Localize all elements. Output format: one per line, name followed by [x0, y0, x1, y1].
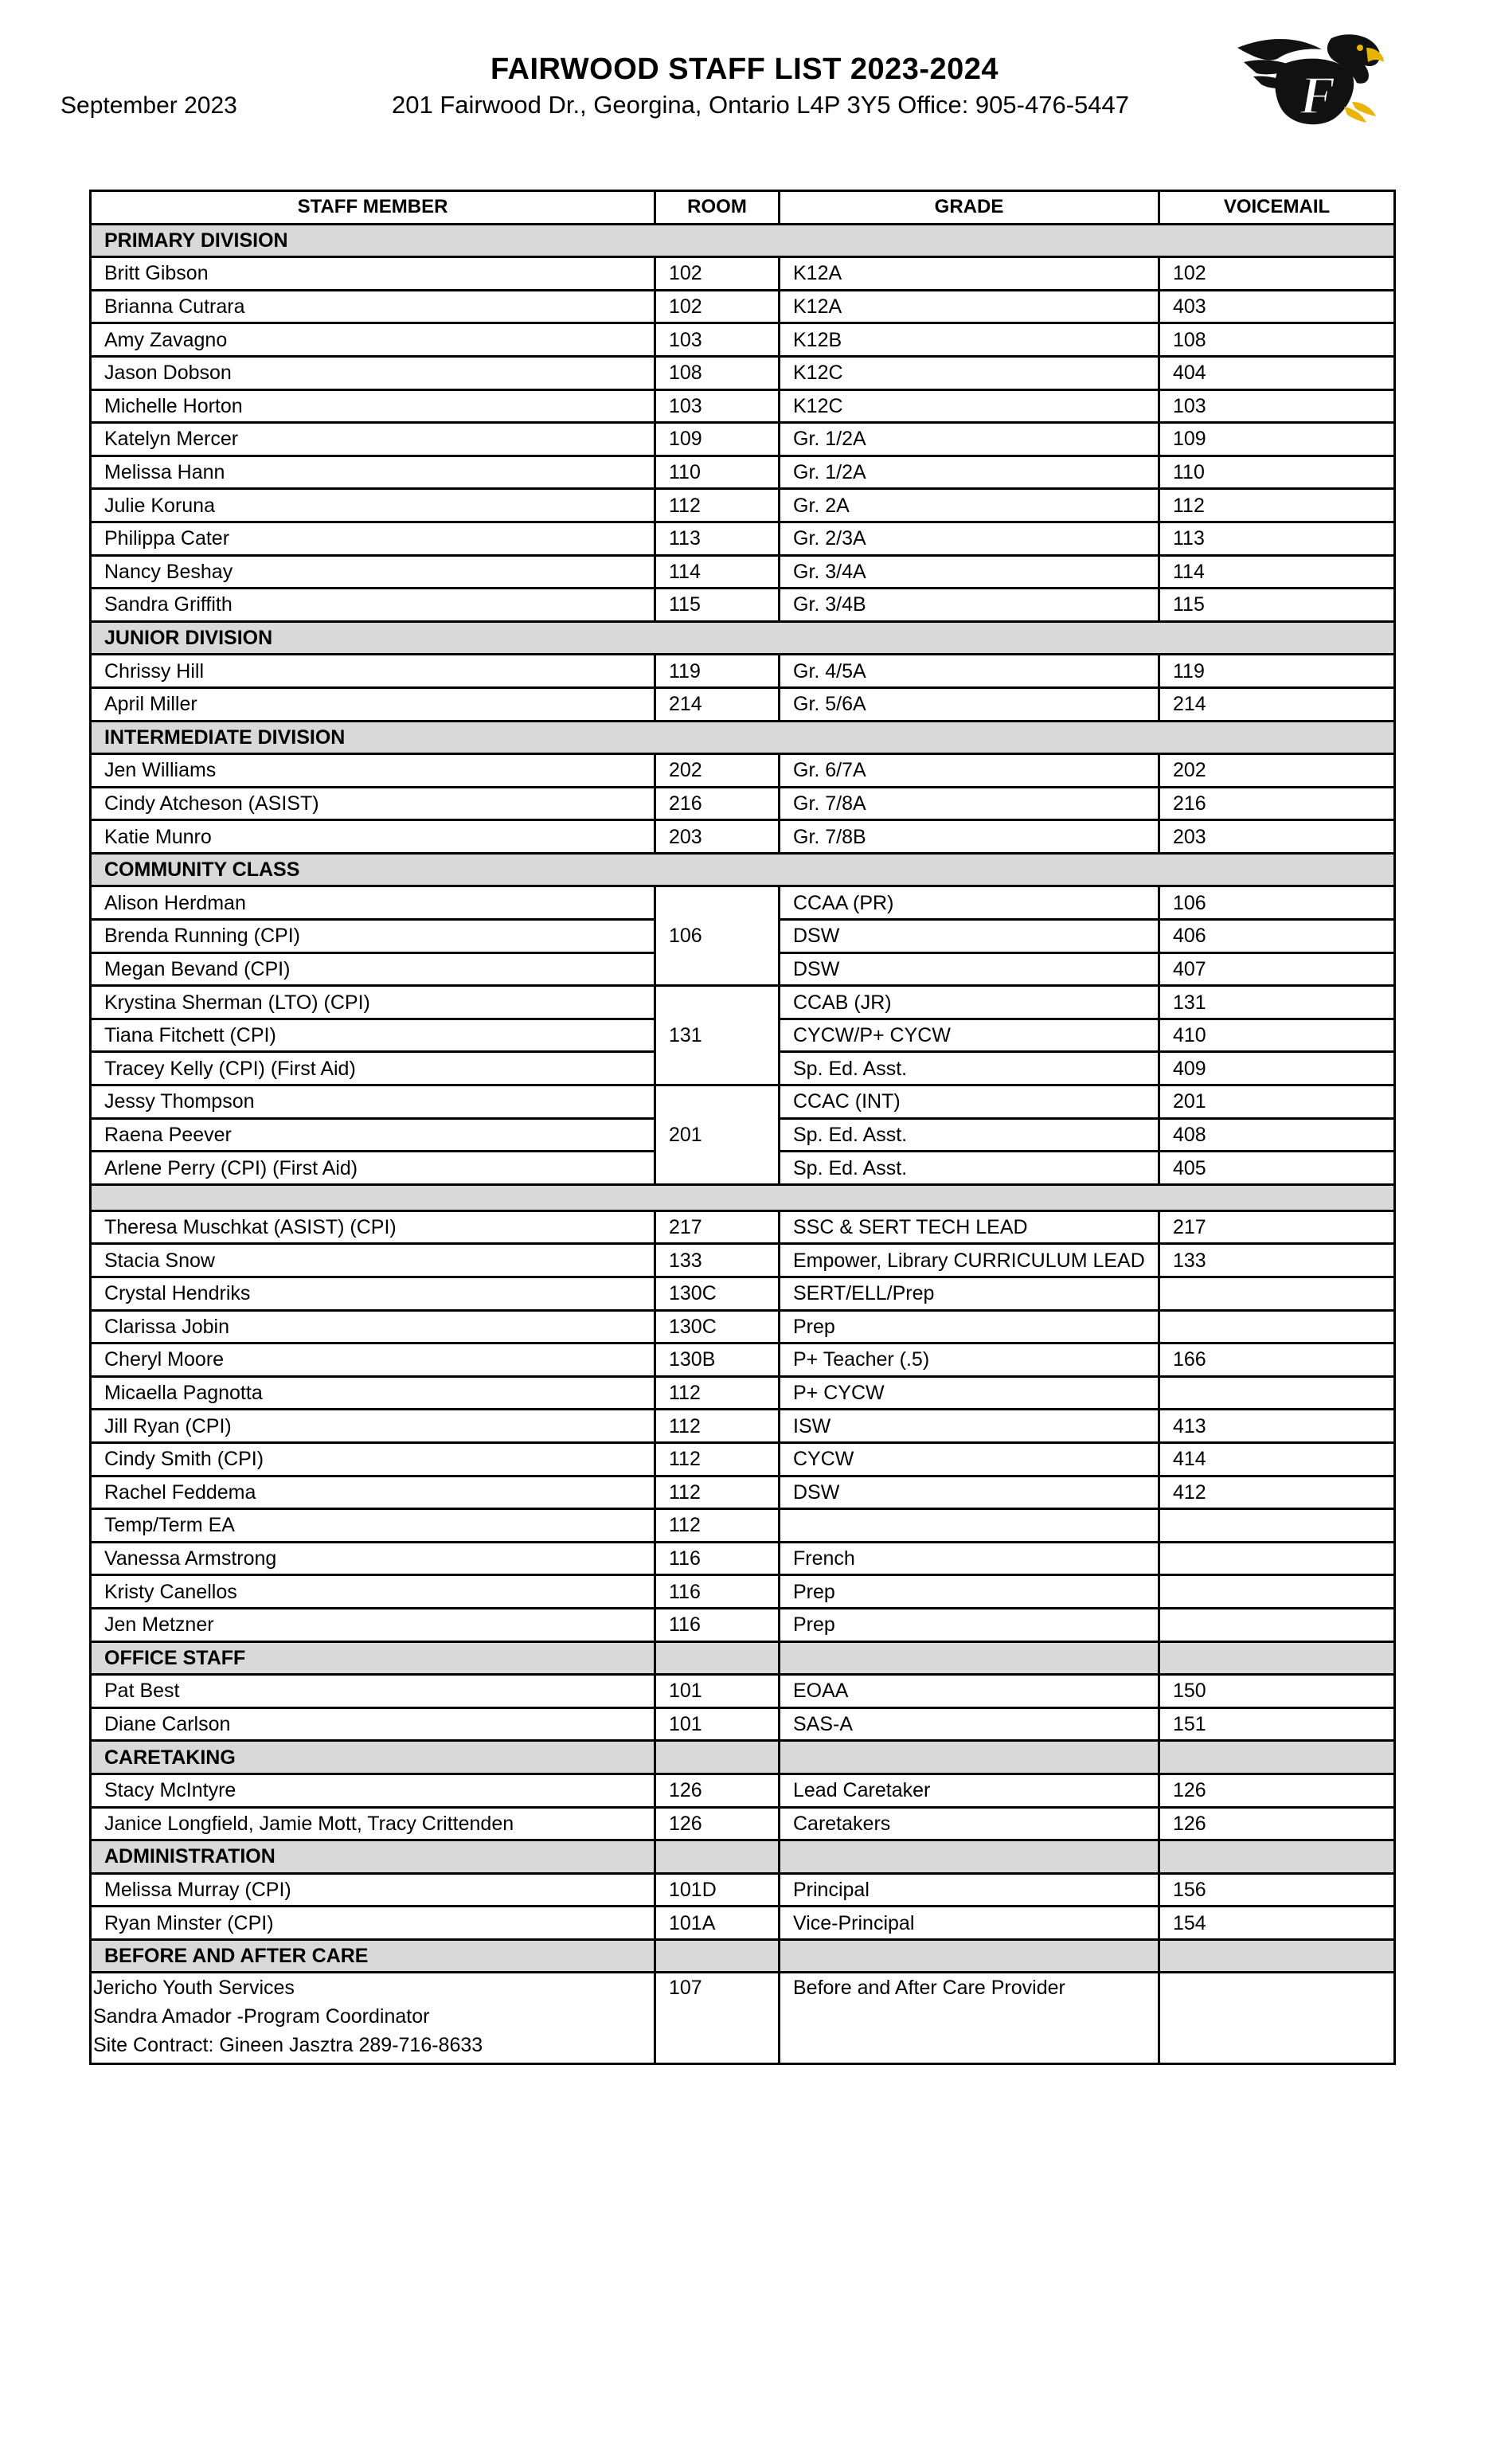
- table-row: [91, 1608, 1395, 1641]
- table-row: [91, 986, 1395, 1019]
- section-cell-empty: [780, 1641, 1159, 1675]
- voicemail-cell: 150: [1159, 1675, 1395, 1708]
- voicemail-cell: 412: [1159, 1476, 1395, 1509]
- voicemail-cell: 410: [1159, 1019, 1395, 1052]
- table-row: [91, 820, 1395, 854]
- staff-member-cell: Julie Koruna: [91, 489, 655, 522]
- voicemail-cell: 202: [1159, 754, 1395, 788]
- staff-member-cell: Brenda Running (CPI): [91, 920, 655, 953]
- grade-cell: Gr. 3/4A: [780, 555, 1159, 589]
- room-cell: 107: [655, 1973, 780, 2064]
- staff-member-cell: Britt Gibson: [91, 257, 655, 291]
- table-row: [91, 423, 1395, 456]
- staff-member-cell: Stacy McIntyre: [91, 1774, 655, 1807]
- grade-cell: CYCW: [780, 1442, 1159, 1476]
- section-cell-empty: [655, 1641, 780, 1675]
- voicemail-cell: 216: [1159, 787, 1395, 820]
- room-cell: 109: [655, 423, 780, 456]
- voicemail-cell: 217: [1159, 1210, 1395, 1244]
- voicemail-cell: 408: [1159, 1118, 1395, 1152]
- voicemail-cell: 108: [1159, 323, 1395, 357]
- grade-cell: Prep: [780, 1310, 1159, 1343]
- staff-member-cell: Alison Herdman: [91, 886, 655, 920]
- grade-cell: Prep: [780, 1575, 1159, 1609]
- staff-member-cell: Tracey Kelly (CPI) (First Aid): [91, 1052, 655, 1085]
- voicemail-cell: 154: [1159, 1907, 1395, 1940]
- table-row: [91, 1277, 1395, 1311]
- room-cell: 101: [655, 1707, 780, 1741]
- staff-member-cell: Arlene Perry (CPI) (First Aid): [91, 1152, 655, 1185]
- header-voicemail: VOICEMAIL: [1159, 191, 1395, 225]
- room-cell: 112: [655, 489, 780, 522]
- voicemail-cell: [1159, 1575, 1395, 1609]
- room-cell: 112: [655, 1476, 780, 1509]
- staff-table: [89, 190, 1396, 2065]
- staff-member-cell: Stacia Snow: [91, 1244, 655, 1277]
- room-cell: 126: [655, 1774, 780, 1807]
- voicemail-cell: 166: [1159, 1343, 1395, 1377]
- room-cell: 131: [655, 986, 780, 1085]
- room-cell: 114: [655, 555, 780, 589]
- blank-cell: [91, 1184, 1395, 1210]
- grade-cell: K12B: [780, 323, 1159, 357]
- table-row: [91, 1376, 1395, 1410]
- room-cell: 216: [655, 787, 780, 820]
- section-cell-empty: [655, 1840, 780, 1874]
- staff-member-cell: Rachel Feddema: [91, 1476, 655, 1509]
- grade-cell: CCAC (INT): [780, 1085, 1159, 1119]
- table-row: [91, 456, 1395, 489]
- voicemail-cell: 106: [1159, 886, 1395, 920]
- table-row: [91, 1774, 1395, 1807]
- voicemail-cell: 201: [1159, 1085, 1395, 1119]
- section-header-row: [91, 1840, 1395, 1874]
- voicemail-cell: [1159, 1310, 1395, 1343]
- table-row: [91, 1310, 1395, 1343]
- voicemail-cell: [1159, 1542, 1395, 1575]
- section-cell-empty: [1159, 1939, 1395, 1973]
- grade-cell: ISW: [780, 1410, 1159, 1443]
- grade-cell: Gr. 7/8B: [780, 820, 1159, 854]
- room-cell: 203: [655, 820, 780, 854]
- grade-cell: DSW: [780, 920, 1159, 953]
- grade-cell: P+ Teacher (.5): [780, 1343, 1159, 1377]
- staff-member-cell: Crystal Hendriks: [91, 1277, 655, 1311]
- table-row: [91, 655, 1395, 688]
- staff-member-cell: Philippa Cater: [91, 522, 655, 555]
- table-row: [91, 1509, 1395, 1543]
- room-cell: 101A: [655, 1907, 780, 1940]
- grade-cell: Sp. Ed. Asst.: [780, 1152, 1159, 1185]
- staff-member-cell: Melissa Hann: [91, 456, 655, 489]
- voicemail-cell: 133: [1159, 1244, 1395, 1277]
- grade-cell: French: [780, 1542, 1159, 1575]
- voicemail-cell: 131: [1159, 986, 1395, 1019]
- voicemail-cell: 407: [1159, 952, 1395, 986]
- staff-member-cell: Cindy Atcheson (ASIST): [91, 787, 655, 820]
- section-cell-empty: [1159, 1741, 1395, 1774]
- room-cell: 113: [655, 522, 780, 555]
- room-cell: 106: [655, 886, 780, 986]
- grade-cell: Gr. 6/7A: [780, 754, 1159, 788]
- room-cell: 112: [655, 1376, 780, 1410]
- voicemail-cell: 119: [1159, 655, 1395, 688]
- section-header-row: [91, 1741, 1395, 1774]
- grade-cell: Sp. Ed. Asst.: [780, 1118, 1159, 1152]
- voicemail-cell: 103: [1159, 389, 1395, 423]
- staff-member-cell: Janice Longfield, Jamie Mott, Tracy Crittenden: [91, 1807, 655, 1840]
- grade-cell: K12A: [780, 257, 1159, 291]
- staff-member-cell: Cindy Smith (CPI): [91, 1442, 655, 1476]
- room-cell: 103: [655, 389, 780, 423]
- section-title: CARETAKING: [91, 1741, 655, 1774]
- header-staff-member: STAFF MEMBER: [91, 191, 655, 225]
- staff-member-cell: Brianna Cutrara: [91, 290, 655, 323]
- grade-cell: Caretakers: [780, 1807, 1159, 1840]
- section-cell-empty: [1159, 1641, 1395, 1675]
- voicemail-cell: 109: [1159, 423, 1395, 456]
- section-cell-empty: [655, 1741, 780, 1774]
- staff-member-cell: Sandra Griffith: [91, 589, 655, 622]
- header-grade: GRADE: [780, 191, 1159, 225]
- grade-cell: Lead Caretaker: [780, 1774, 1159, 1807]
- table-row: [91, 522, 1395, 555]
- table-header-row: [91, 191, 1395, 225]
- section-cell-empty: [780, 1939, 1159, 1973]
- grade-cell: Before and After Care Provider: [780, 1973, 1159, 2064]
- staff-table-body: [91, 224, 1395, 2064]
- table-row: [91, 290, 1395, 323]
- room-cell: 202: [655, 754, 780, 788]
- section-header-row: [91, 621, 1395, 655]
- section-title: BEFORE AND AFTER CARE: [91, 1939, 655, 1973]
- room-cell: 102: [655, 290, 780, 323]
- voicemail-cell: 203: [1159, 820, 1395, 854]
- section-header-row: [91, 1939, 1395, 1973]
- staff-member-cell: Katelyn Mercer: [91, 423, 655, 456]
- room-cell: 116: [655, 1575, 780, 1609]
- voicemail-cell: 112: [1159, 489, 1395, 522]
- staff-member-line: Sandra Amador -Program Coordinator: [93, 2005, 430, 2028]
- grade-cell: [780, 1509, 1159, 1543]
- room-cell: 110: [655, 456, 780, 489]
- room-cell: 201: [655, 1085, 780, 1185]
- staff-member-cell: Amy Zavagno: [91, 323, 655, 357]
- staff-member-cell: Melissa Murray (CPI): [91, 1873, 655, 1907]
- grade-cell: Gr. 1/2A: [780, 456, 1159, 489]
- grade-cell: EOAA: [780, 1675, 1159, 1708]
- voicemail-cell: 102: [1159, 257, 1395, 291]
- voicemail-cell: [1159, 1376, 1395, 1410]
- grade-cell: Principal: [780, 1873, 1159, 1907]
- table-row: [91, 389, 1395, 423]
- voicemail-cell: 403: [1159, 290, 1395, 323]
- grade-cell: K12A: [780, 290, 1159, 323]
- table-row: [91, 555, 1395, 589]
- room-cell: 214: [655, 687, 780, 721]
- section-title: PRIMARY DIVISION: [91, 224, 1395, 257]
- room-cell: 101D: [655, 1873, 780, 1907]
- voicemail-cell: [1159, 1277, 1395, 1311]
- table-row: [91, 589, 1395, 622]
- voicemail-cell: 114: [1159, 555, 1395, 589]
- grade-cell: Empower, Library CURRICULUM LEAD: [780, 1244, 1159, 1277]
- voicemail-cell: 115: [1159, 589, 1395, 622]
- table-row: [91, 489, 1395, 522]
- section-title: JUNIOR DIVISION: [91, 621, 1395, 655]
- voicemail-cell: 156: [1159, 1873, 1395, 1907]
- section-cell-empty: [1159, 1840, 1395, 1874]
- staff-member-cell: Ryan Minster (CPI): [91, 1907, 655, 1940]
- room-cell: 108: [655, 356, 780, 389]
- staff-member-cell: Raena Peever: [91, 1118, 655, 1152]
- staff-member-cell: Pat Best: [91, 1675, 655, 1708]
- section-header-row: [91, 853, 1395, 886]
- staff-member-cell: Jen Metzner: [91, 1608, 655, 1641]
- grade-cell: Gr. 1/2A: [780, 423, 1159, 456]
- grade-cell: Prep: [780, 1608, 1159, 1641]
- room-cell: 130C: [655, 1310, 780, 1343]
- staff-member-cell: Diane Carlson: [91, 1707, 655, 1741]
- room-cell: 126: [655, 1807, 780, 1840]
- table-row: [91, 754, 1395, 788]
- section-header-row: [91, 1641, 1395, 1675]
- staff-member-cell: Jen Williams: [91, 754, 655, 788]
- voicemail-cell: 413: [1159, 1410, 1395, 1443]
- table-row: [91, 1542, 1395, 1575]
- staff-member-cell: Kristy Canellos: [91, 1575, 655, 1609]
- room-cell: 217: [655, 1210, 780, 1244]
- table-row: [91, 1575, 1395, 1609]
- voicemail-cell: 406: [1159, 920, 1395, 953]
- section-header-row: [91, 224, 1395, 257]
- staff-member-cell: Micaella Pagnotta: [91, 1376, 655, 1410]
- staff-member-cell: Michelle Horton: [91, 389, 655, 423]
- section-cell-empty: [780, 1840, 1159, 1874]
- staff-member-cell: Theresa Muschkat (ASIST) (CPI): [91, 1210, 655, 1244]
- grade-cell: SAS-A: [780, 1707, 1159, 1741]
- staff-member-cell: Temp/Term EA: [91, 1509, 655, 1543]
- room-cell: 133: [655, 1244, 780, 1277]
- voicemail-cell: 214: [1159, 687, 1395, 721]
- table-row: [91, 1244, 1395, 1277]
- grade-cell: Gr. 2/3A: [780, 522, 1159, 555]
- grade-cell: DSW: [780, 952, 1159, 986]
- logo-letter: F: [1299, 65, 1336, 125]
- staff-member-cell: Chrissy Hill: [91, 655, 655, 688]
- grade-cell: Gr. 2A: [780, 489, 1159, 522]
- voicemail-cell: 404: [1159, 356, 1395, 389]
- section-cell-empty: [655, 1939, 780, 1973]
- school-address: 201 Fairwood Dr., Georgina, Ontario L4P 3Y5 Office: 905-476-5447: [392, 91, 1129, 119]
- grade-cell: CCAB (JR): [780, 986, 1159, 1019]
- room-cell: 119: [655, 655, 780, 688]
- staff-member-cell: [91, 1973, 655, 2064]
- grade-cell: CYCW/P+ CYCW: [780, 1019, 1159, 1052]
- room-cell: 130B: [655, 1343, 780, 1377]
- grade-cell: DSW: [780, 1476, 1159, 1509]
- grade-cell: P+ CYCW: [780, 1376, 1159, 1410]
- grade-cell: Vice-Principal: [780, 1907, 1159, 1940]
- staff-member-cell: Tiana Fitchett (CPI): [91, 1019, 655, 1052]
- room-cell: 103: [655, 323, 780, 357]
- table-row: [91, 1707, 1395, 1741]
- staff-member-cell: Cheryl Moore: [91, 1343, 655, 1377]
- grade-cell: Gr. 4/5A: [780, 655, 1159, 688]
- table-row: [91, 1675, 1395, 1708]
- voicemail-cell: 113: [1159, 522, 1395, 555]
- voicemail-cell: 414: [1159, 1442, 1395, 1476]
- staff-member-cell: Jessy Thompson: [91, 1085, 655, 1119]
- table-row: [91, 1085, 1395, 1119]
- staff-member-cell: Katie Munro: [91, 820, 655, 854]
- voicemail-cell: 409: [1159, 1052, 1395, 1085]
- table-row: [91, 787, 1395, 820]
- page-title: FAIRWOOD STAFF LIST 2023-2024: [490, 53, 999, 86]
- section-title: OFFICE STAFF: [91, 1641, 655, 1675]
- table-row: [91, 257, 1395, 291]
- table-row: [91, 1907, 1395, 1940]
- staff-member-cell: Jill Ryan (CPI): [91, 1410, 655, 1443]
- grade-cell: K12C: [780, 389, 1159, 423]
- room-cell: 116: [655, 1542, 780, 1575]
- eagle-logo-icon: [1233, 30, 1389, 131]
- section-cell-empty: [780, 1741, 1159, 1774]
- table-row: [91, 886, 1395, 920]
- grade-cell: Gr. 3/4B: [780, 589, 1159, 622]
- staff-member-line: Site Contract: Gineen Jasztra 289-716-8633: [93, 2034, 483, 2057]
- table-row: [91, 1873, 1395, 1907]
- blank-divider-row: [91, 1184, 1395, 1210]
- room-cell: 101: [655, 1675, 780, 1708]
- table-row: [91, 1210, 1395, 1244]
- grade-cell: Gr. 7/8A: [780, 787, 1159, 820]
- staff-member-cell: Clarissa Jobin: [91, 1310, 655, 1343]
- voicemail-cell: 126: [1159, 1807, 1395, 1840]
- section-title: ADMINISTRATION: [91, 1840, 655, 1874]
- staff-member-cell: Nancy Beshay: [91, 555, 655, 589]
- voicemail-cell: 110: [1159, 456, 1395, 489]
- staff-member-cell: Megan Bevand (CPI): [91, 952, 655, 986]
- staff-member-cell: Vanessa Armstrong: [91, 1542, 655, 1575]
- header-room: ROOM: [655, 191, 780, 225]
- voicemail-cell: 126: [1159, 1774, 1395, 1807]
- table-row: [91, 1442, 1395, 1476]
- table-row: [91, 356, 1395, 389]
- section-title: INTERMEDIATE DIVISION: [91, 721, 1395, 754]
- table-row: [91, 1807, 1395, 1840]
- room-cell: 130C: [655, 1277, 780, 1311]
- voicemail-cell: [1159, 1509, 1395, 1543]
- table-row: [91, 1343, 1395, 1377]
- list-date: September 2023: [61, 92, 237, 119]
- room-cell: 115: [655, 589, 780, 622]
- grade-cell: Gr. 5/6A: [780, 687, 1159, 721]
- table-row: [91, 687, 1395, 721]
- grade-cell: K12C: [780, 356, 1159, 389]
- staff-member-cell: Krystina Sherman (LTO) (CPI): [91, 986, 655, 1019]
- table-row: [91, 323, 1395, 357]
- voicemail-cell: [1159, 1973, 1395, 2064]
- voicemail-cell: 151: [1159, 1707, 1395, 1741]
- room-cell: 116: [655, 1608, 780, 1641]
- grade-cell: CCAA (PR): [780, 886, 1159, 920]
- staff-member-cell: April Miller: [91, 687, 655, 721]
- voicemail-cell: 405: [1159, 1152, 1395, 1185]
- table-row: [91, 1973, 1395, 2064]
- staff-member-cell: Jason Dobson: [91, 356, 655, 389]
- section-header-row: [91, 721, 1395, 754]
- staff-member-line: Jericho Youth Services: [93, 1977, 295, 2000]
- room-cell: 112: [655, 1410, 780, 1443]
- table-row: [91, 1410, 1395, 1443]
- grade-cell: SSC & SERT TECH LEAD: [780, 1210, 1159, 1244]
- section-title: COMMUNITY CLASS: [91, 853, 1395, 886]
- room-cell: 112: [655, 1442, 780, 1476]
- voicemail-cell: [1159, 1608, 1395, 1641]
- grade-cell: Sp. Ed. Asst.: [780, 1052, 1159, 1085]
- grade-cell: SERT/ELL/Prep: [780, 1277, 1159, 1311]
- room-cell: 112: [655, 1509, 780, 1543]
- room-cell: 102: [655, 257, 780, 291]
- table-row: [91, 1476, 1395, 1509]
